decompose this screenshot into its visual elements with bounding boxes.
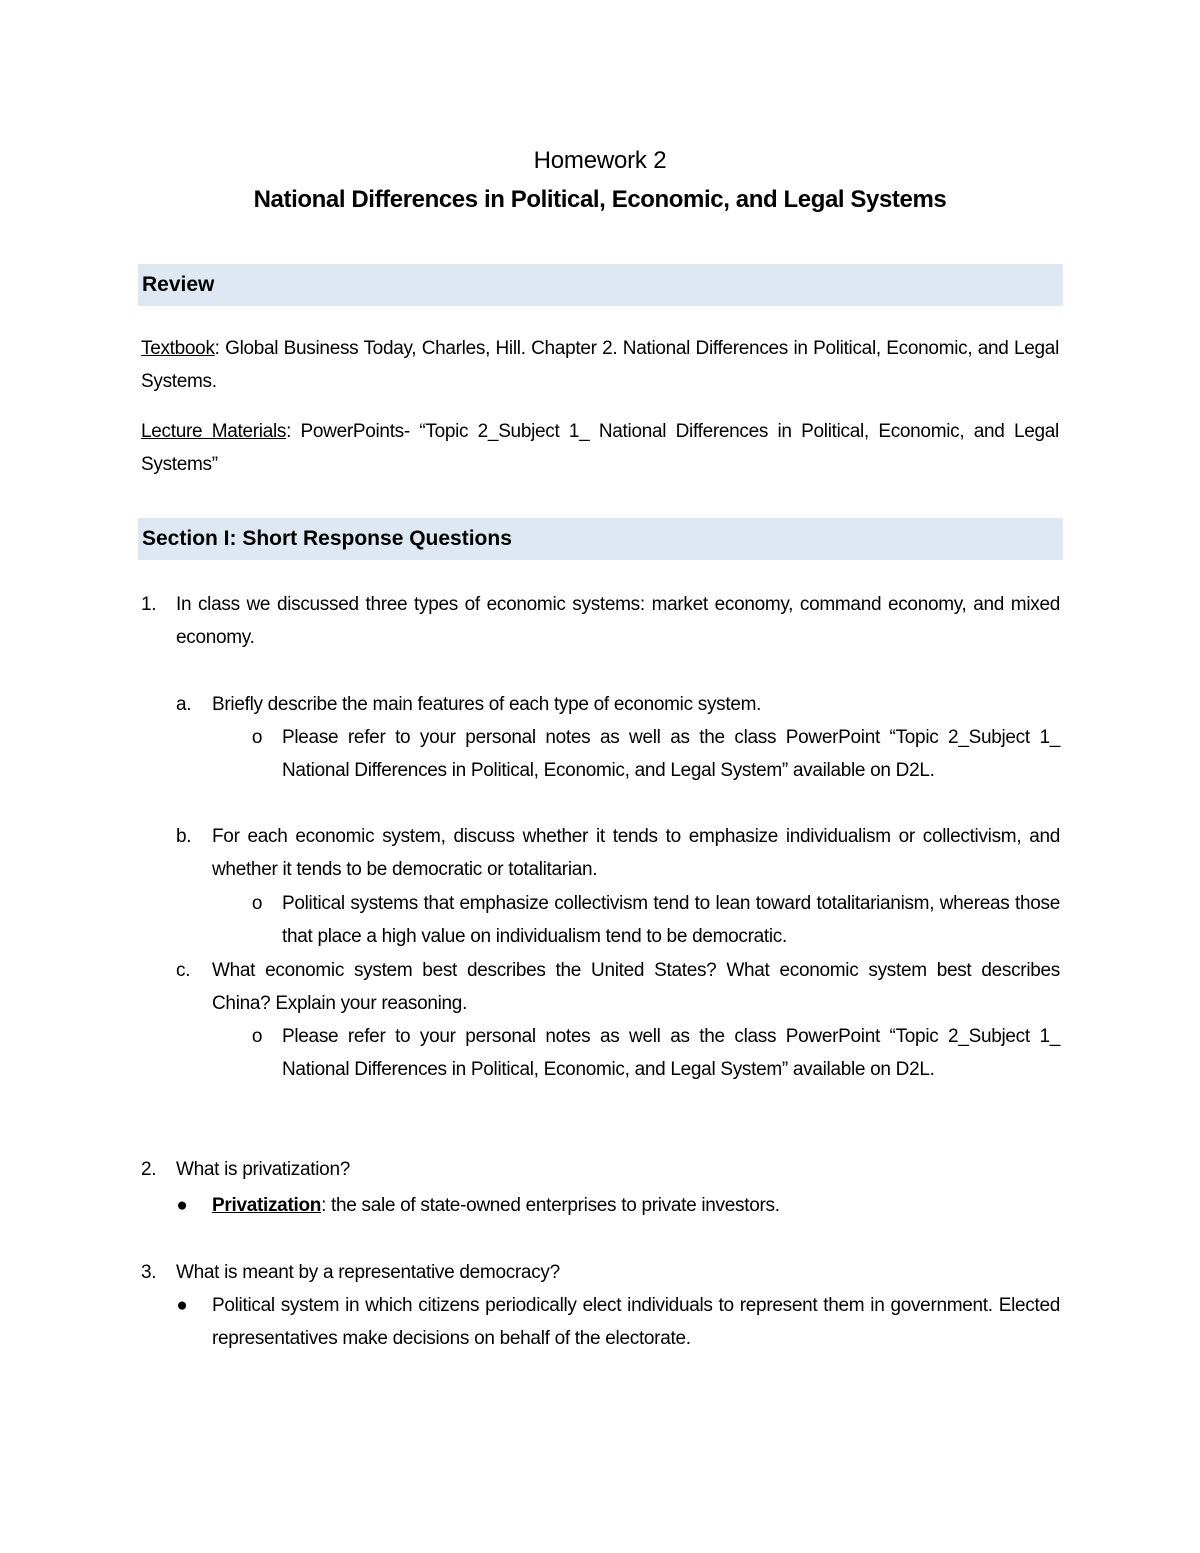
question-1c-note-text: Please refer to your personal notes as well as the class PowerPoint “Topic 2_Subject 1_ National Differences in Political, Economic, and Legal System” available on D2L. xyxy=(282,1026,1060,1080)
lecture-text: : PowerPoints- “Topic 2_Subject 1_ National Differences in Political, Economic, and Legal Systems” xyxy=(141,421,1059,475)
lecture-paragraph xyxy=(141,415,1059,481)
textbook-label: Textbook xyxy=(141,338,215,359)
textbook-paragraph xyxy=(141,332,1059,398)
question-1-text: In class we discussed three types of economic systems: market economy, command economy, and mixed economy. xyxy=(176,594,1060,648)
homework-title: Homework 2 xyxy=(533,147,667,174)
question-1-number: 1. xyxy=(141,594,157,615)
question-2-number: 2. xyxy=(141,1159,157,1180)
homework-subtitle: National Differences in Political, Economic, and Legal Systems xyxy=(253,186,947,213)
question-1b-note-text: Political systems that emphasize collectivism tend to lean toward totalitarianism, whereas those that place a high value on individualism tend to be democratic. xyxy=(282,893,1060,947)
question-2-answer-text xyxy=(212,1189,1060,1222)
circle-bullet-icon: o xyxy=(251,727,263,748)
document-title xyxy=(0,142,1200,220)
textbook-text: : Global Business Today, Charles, Hill. Chapter 2. National Differences in Political, Economic, and Legal Systems. xyxy=(141,338,1059,392)
question-1c-text: What economic system best describes the United States? What economic system best describes China? Explain your reasoning. xyxy=(212,960,1060,1014)
question-3-answer-text: Political system in which citizens periodically elect individuals to represent them in government. Elected representatives make decisions on behalf of the electorate. xyxy=(212,1295,1060,1349)
lecture-label: Lecture Materials xyxy=(141,421,287,442)
question-1a-letter: a. xyxy=(176,694,192,715)
review-heading: Review xyxy=(138,264,1063,306)
question-1c-letter: c. xyxy=(176,960,191,981)
circle-bullet-icon: o xyxy=(251,893,263,914)
question-1b-text: For each economic system, discuss whether it tends to emphasize individualism or collectivism, and whether it tends to be democratic or totalitarian. xyxy=(212,826,1060,880)
question-1a-note-text: Please refer to your personal notes as well as the class PowerPoint “Topic 2_Subject 1_ National Differences in Political, Economic, and Legal System” available on D2L. xyxy=(282,727,1060,781)
circle-bullet-icon: o xyxy=(251,1026,263,1047)
question-1a-text: Briefly describe the main features of each type of economic system. xyxy=(212,694,762,715)
question-3-text: What is meant by a representative democracy? xyxy=(176,1262,560,1283)
question-3-number: 3. xyxy=(141,1262,157,1283)
section-1-heading: Section I: Short Response Questions xyxy=(138,518,1063,560)
question-2-text: What is privatization? xyxy=(176,1159,350,1180)
privatization-definition: : the sale of state-owned enterprises to private investors. xyxy=(321,1195,780,1216)
bullet-dot-icon: ● xyxy=(176,1195,188,1216)
bullet-dot-icon: ● xyxy=(176,1295,188,1316)
question-1b-letter: b. xyxy=(176,826,192,847)
privatization-term: Privatization xyxy=(212,1195,322,1216)
